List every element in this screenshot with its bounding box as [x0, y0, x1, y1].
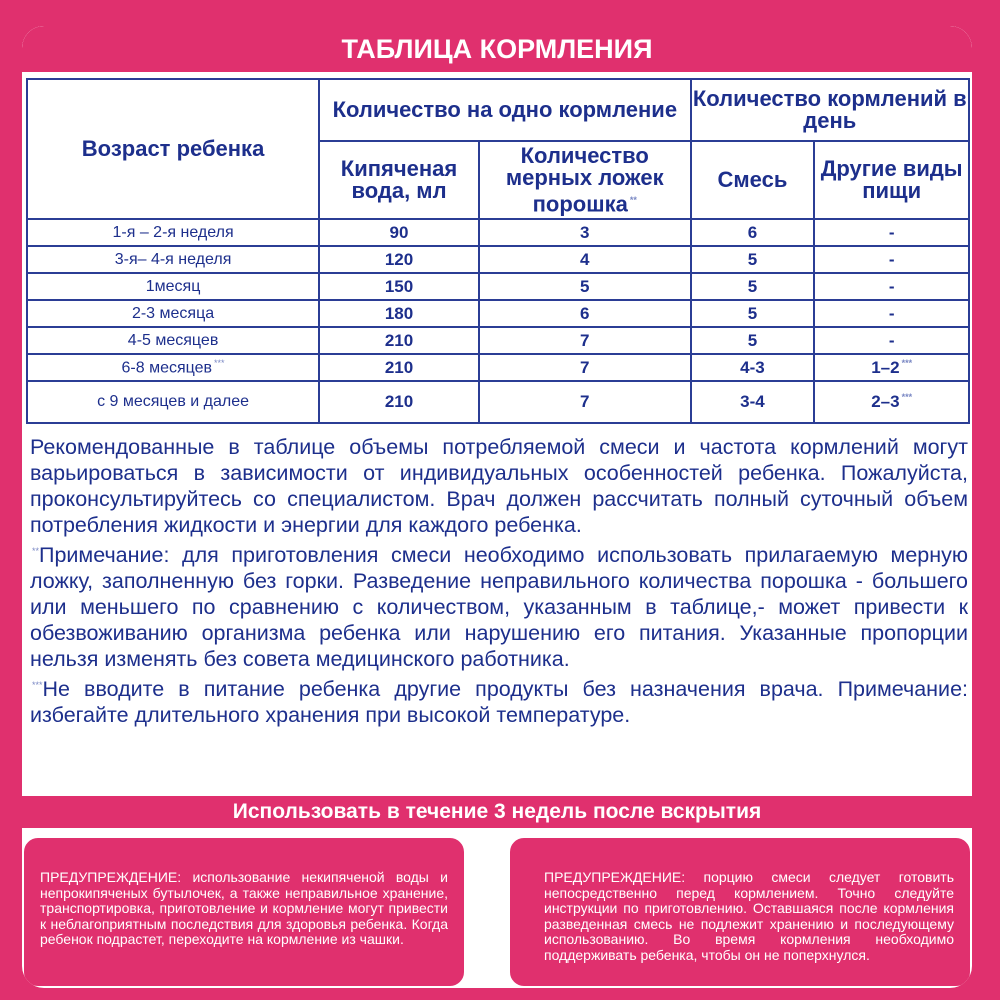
table-row: 1месяц 150 5 5 - — [27, 273, 969, 300]
header-feedings-per-day: Количество кормлений в день — [691, 79, 969, 141]
header-spoons: Количество мерных ложек порошка ** — [479, 141, 691, 219]
warning-left: ПРЕДУПРЕЖДЕНИЕ: использование некипяченой воды и непрокипяченых бутылочек, а также неправильное хранение, транспортировка, приготовление и кормление могут привести к неблагоприятным последствия для здоровья ребенка. Когда ребенок подрастет, переходите на кормление из чашки. — [24, 838, 464, 986]
page-title: ТАБЛИЦА КОРМЛЕНИЯ — [22, 26, 972, 72]
spoon-note: **Примечание: для приготовления смеси необходимо использовать прилагаемую мерную ложку, заполненную без горки. Разведение неправильного количества порошка - большего или меньшего по сравнению с количеством, указанным в таблице,- может привести к обезвоживанию организма ребенка или нарушению его питания. Указанные пропорции нельзя изменять без совета медицинского работника. — [30, 543, 968, 672]
header-water: Кипяченая вода, мл — [319, 141, 479, 219]
header-other-food: Другие виды пищи — [814, 141, 969, 219]
table-row: 4-5 месяцев 210 7 5 - — [27, 327, 969, 354]
notes-section — [30, 434, 968, 728]
food-note: ***Не вводите в питание ребенка другие продукты без назначения врача. Примечание: избегайте длительного хранения при высокой температуре. — [30, 677, 968, 728]
feeding-table — [26, 78, 970, 424]
recommendation-text: Рекомендованные в таблице объемы потребляемой смеси и частота кормлений могут варьироваться в зависимости от индивидуальных особенностей ребенка. Пожалуйста, проконсультируйтесь со специалистом. Врач должен рассчитать полный суточный объем потребления жидкости и энергии для каждого ребенка. — [30, 435, 968, 537]
warning-right: ПРЕДУПРЕЖДЕНИЕ: порцию смеси следует готовить непосредственно перед кормлением. Точно следуйте инструкции по приготовлению. Оставшаяся после кормления разведенная смесь не подлежит хранению и последующему использованию. Во время кормления необходимо поддерживать ребенка, чтобы он не поперхнулся. — [510, 838, 970, 986]
header-formula: Смесь — [691, 141, 815, 219]
header-per-feeding: Количество на одно кормление — [319, 79, 690, 141]
use-within-banner: Использовать в течение 3 недель после вскрытия — [22, 796, 972, 828]
table-row: 2-3 месяца 180 6 5 - — [27, 300, 969, 327]
table-row: 3-я– 4-я неделя 120 4 5 - — [27, 246, 969, 273]
table-row: 1-я – 2-я неделя 90 3 6 - — [27, 219, 969, 246]
table-row: с 9 месяцев и далее 210 7 3-4 2–3 *** — [27, 381, 969, 423]
header-age: Возраст ребенка — [27, 79, 319, 219]
table-row: 6-8 месяцев *** 210 7 4-3 1–2 *** — [27, 354, 969, 381]
feeding-table-panel — [22, 26, 972, 988]
